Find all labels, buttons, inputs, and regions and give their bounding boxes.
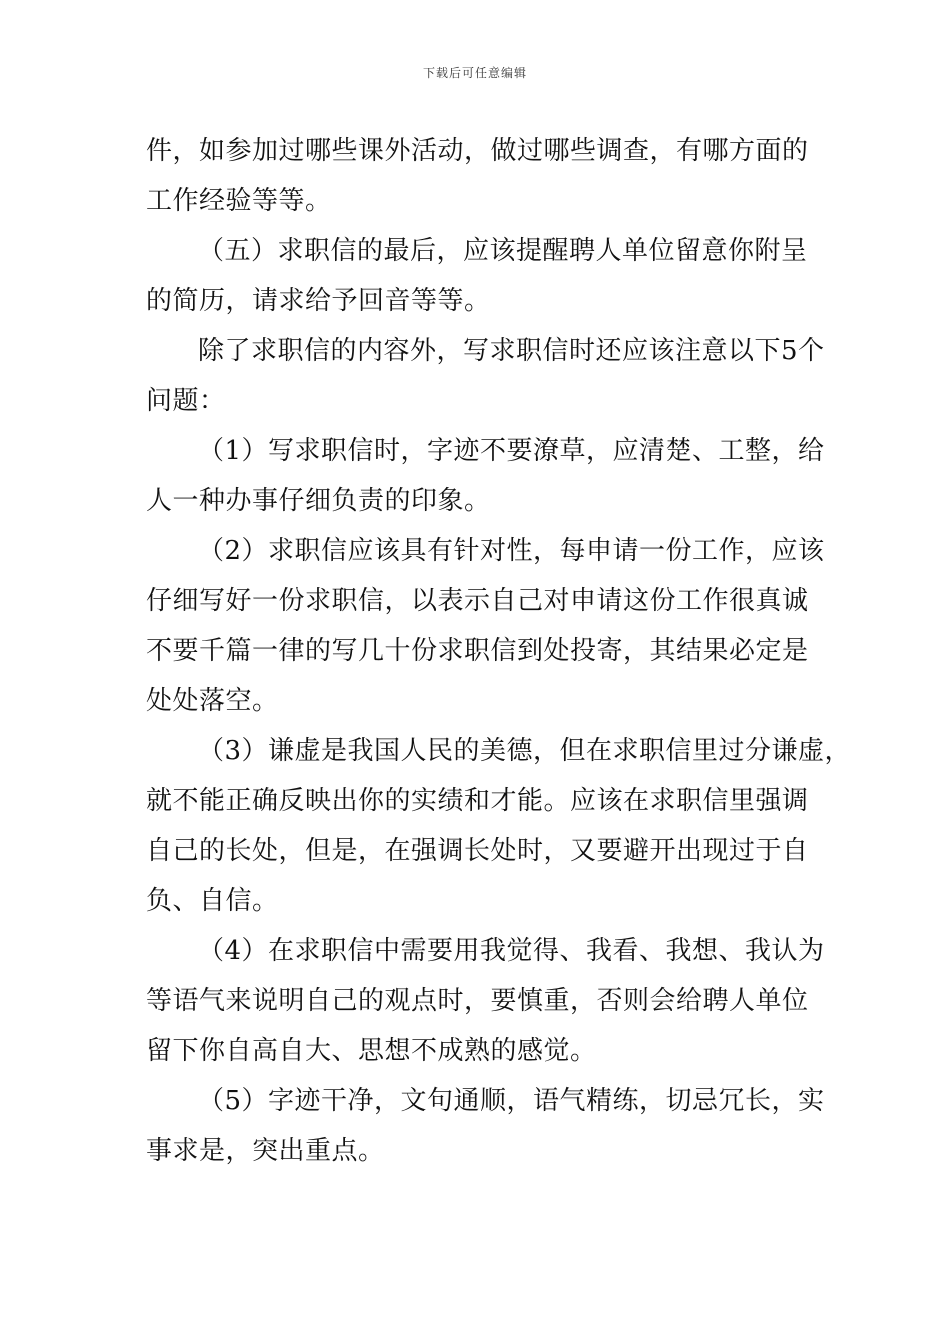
text-line: 自己的长处，但是，在强调长处时，又要避开出现过于自 <box>146 836 809 866</box>
text-line: 留下你自高自大、思想不成熟的感觉。 <box>146 1036 597 1066</box>
text-line: （2）求职信应该具有针对性，每申请一份工作，应该 <box>198 536 825 566</box>
text-line: 件，如参加过哪些课外活动，做过哪些调查，有哪方面的 <box>146 136 809 166</box>
text-line: 不要千篇一律的写几十份求职信到处投寄，其结果必定是 <box>146 636 809 666</box>
text-line: 仔细写好一份求职信，以表示自己对申请这份工作很真诚 <box>146 586 809 616</box>
text-line: （1）写求职信时，字迹不要潦草，应清楚、工整，给 <box>198 436 825 466</box>
text-line: 负、自信。 <box>146 886 279 916</box>
text-line: 处处落空。 <box>146 686 279 716</box>
text-line: （5）字迹干净，文句通顺，语气精练，切忌冗长，实 <box>198 1086 825 1116</box>
text-line: 等语气来说明自己的观点时，要慎重，否则会给聘人单位 <box>146 986 809 1016</box>
text-line: 人一种办事仔细负责的印象。 <box>146 486 491 516</box>
text-line: 的简历，请求给予回音等等。 <box>146 286 491 316</box>
text-line: 事求是，突出重点。 <box>146 1136 385 1166</box>
text-line: 问题： <box>146 386 226 416</box>
body-text <box>146 126 852 1176</box>
text-line: （五）求职信的最后，应该提醒聘人单位留意你附呈 <box>198 236 808 266</box>
text-line: （4）在求职信中需要用我觉得、我看、我想、我认为 <box>198 936 825 966</box>
text-line: （3）谦虚是我国人民的美德，但在求职信里过分谦虚， <box>198 736 852 766</box>
text-line: 除了求职信的内容外，写求职信时还应该注意以下5个 <box>198 336 825 366</box>
text-line: 就不能正确反映出你的实绩和才能。应该在求职信里强调 <box>146 786 809 816</box>
header-note: 下载后可任意编辑 <box>422 66 527 80</box>
text-line: 工作经验等等。 <box>146 186 332 216</box>
